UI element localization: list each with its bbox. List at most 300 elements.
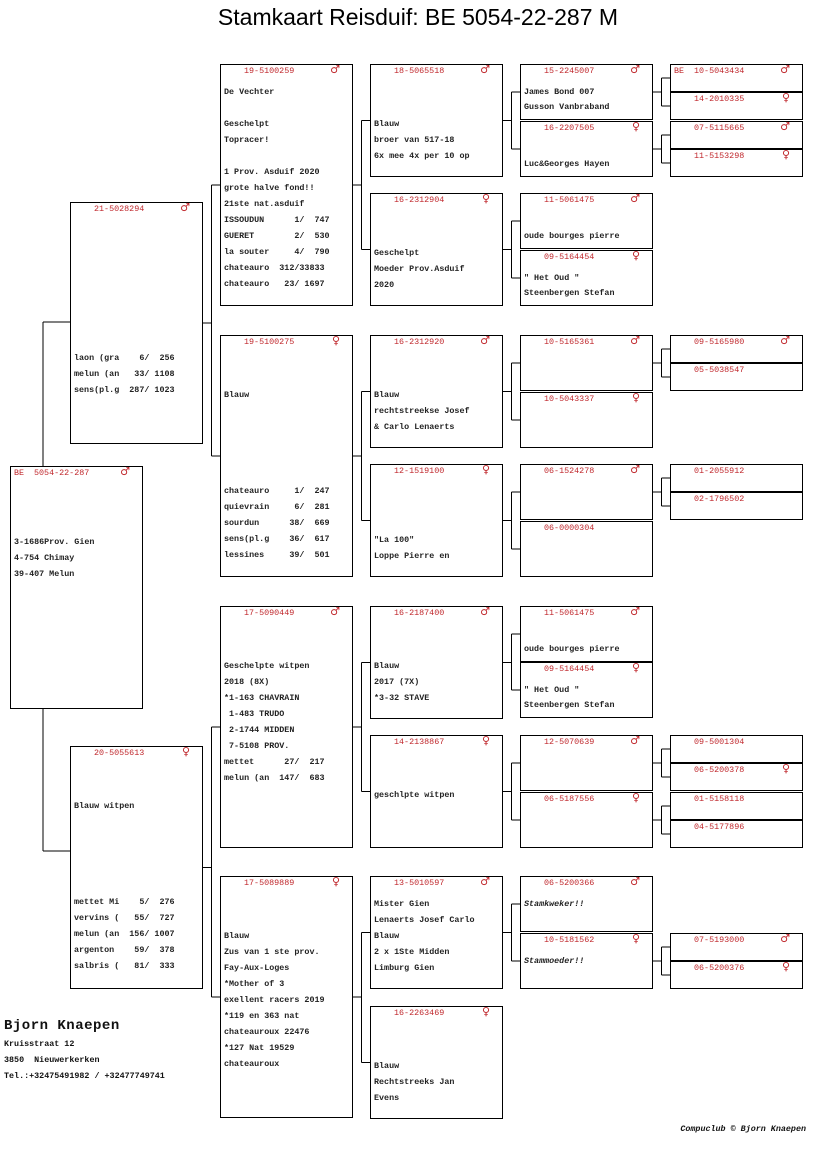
- note-line: 2020: [374, 280, 395, 290]
- female-icon: ♀: [781, 148, 790, 161]
- pigeon-card[interactable]: [520, 606, 653, 662]
- note-line: Zus van 1 ste prov.: [224, 947, 320, 957]
- pigeon-card[interactable]: [520, 792, 653, 848]
- pigeon-card[interactable]: [370, 193, 503, 306]
- note-line: [224, 405, 350, 421]
- female-icon: ♀: [631, 791, 640, 804]
- note-line: salbris ( 81/ 333: [74, 961, 175, 971]
- ring-number: 20-5055613: [94, 748, 145, 758]
- owner-city: 3850 Nieuwerkerken: [4, 1055, 100, 1065]
- card-header: [671, 148, 802, 163]
- card-header: [671, 334, 802, 349]
- note-line: grote halve fond!!: [224, 183, 315, 193]
- note-line: [74, 832, 200, 848]
- pigeon-card[interactable]: [370, 606, 503, 719]
- note-line: oude bourges pierre: [524, 644, 620, 654]
- card-header: [521, 120, 652, 135]
- note-line: Geschelpt: [224, 119, 270, 129]
- note-line: Gusson Vanbraband: [524, 102, 610, 112]
- note-line: chateauroux: [224, 1059, 280, 1069]
- ring-number: 12-5070639: [544, 737, 595, 747]
- note-line: [374, 644, 500, 660]
- pigeon-card[interactable]: [670, 64, 803, 92]
- note-line: Topracer!: [224, 135, 270, 145]
- female-icon: ♀: [781, 762, 790, 775]
- ring-number: 01-5158118: [694, 794, 745, 804]
- note-line: [224, 898, 350, 914]
- ring-number: 19-5100259: [244, 66, 295, 76]
- note-line: chateauroux 22476: [224, 1027, 310, 1037]
- note-line: [374, 628, 500, 644]
- ring-number: 14-2138867: [394, 737, 445, 747]
- card-notes: [524, 215, 650, 245]
- pigeon-card[interactable]: [70, 202, 203, 444]
- note-line: *127 Nat 19529: [224, 1043, 295, 1053]
- card-header: [11, 465, 142, 480]
- note-line: Fay-Aux-Loges: [224, 963, 290, 973]
- note-line: Rechtstreeks Jan: [374, 1077, 455, 1087]
- note-line: Blauw: [374, 119, 400, 129]
- note-line: [224, 453, 350, 469]
- ring-number: 19-5100275: [244, 337, 295, 347]
- male-icon: ♂: [480, 63, 490, 76]
- ring-number: 05-5038547: [694, 365, 745, 375]
- note-line: *1-163 CHAVRAIN: [224, 693, 300, 703]
- ring-number: 10-5043434: [694, 66, 745, 76]
- note-line: "La 100": [374, 535, 415, 545]
- male-icon: ♂: [630, 192, 640, 205]
- note-line: [374, 86, 500, 102]
- note-line: [74, 304, 200, 320]
- note-line: argenton 59/ 378: [74, 945, 175, 955]
- card-notes: [224, 898, 350, 1074]
- card-notes: [524, 684, 650, 714]
- card-notes: [524, 143, 650, 173]
- female-icon: ♀: [781, 960, 790, 973]
- note-line: Blauw witpen: [74, 801, 135, 811]
- note-line: melun (an 147/ 683: [224, 773, 325, 783]
- note-line: Lenaerts Josef Carlo: [374, 915, 475, 925]
- note-line: [74, 224, 200, 240]
- note-line: Geschelpte witpen: [224, 661, 310, 671]
- note-line: 3-1686Prov. Gien: [14, 537, 95, 547]
- pigeon-card[interactable]: [520, 876, 653, 932]
- card-header: [521, 734, 652, 749]
- note-line: *Mother of 3: [224, 979, 285, 989]
- pigeon-card[interactable]: [670, 933, 803, 961]
- card-header: [521, 661, 652, 676]
- card-header: [671, 466, 802, 478]
- note-line: [74, 848, 200, 864]
- note-line: geschlpte witpen: [374, 790, 455, 800]
- note-line: [14, 504, 140, 520]
- card-header: [671, 737, 802, 749]
- pigeon-card[interactable]: [670, 363, 803, 391]
- male-icon: ♂: [480, 605, 490, 618]
- note-line: [74, 288, 200, 304]
- card-header: [671, 932, 802, 947]
- card-header: [521, 791, 652, 806]
- ring-number: 15-2245007: [544, 66, 595, 76]
- pigeon-card[interactable]: [520, 250, 653, 306]
- note-line: melun (an 156/ 1007: [74, 929, 175, 939]
- note-line: Blauw: [374, 1061, 400, 1071]
- note-line: [374, 486, 500, 502]
- card-notes: [374, 1028, 500, 1108]
- ring-number: 10-5043337: [544, 394, 595, 404]
- pigeon-card[interactable]: [670, 820, 803, 848]
- ring-number: 06-5200376: [694, 963, 745, 973]
- ring-number: 11-5061475: [544, 195, 595, 205]
- note-line: [74, 336, 200, 352]
- ring-number: 09-5164454: [544, 664, 595, 674]
- pigeon-card[interactable]: [370, 64, 503, 177]
- male-icon: ♂: [120, 465, 130, 478]
- note-line: [524, 628, 650, 643]
- note-line: " Het Oud ": [524, 273, 580, 283]
- note-line: Steenbergen Stefan: [524, 288, 615, 298]
- pigeon-card[interactable]: [670, 92, 803, 120]
- female-icon: ♀: [631, 120, 640, 133]
- pigeon-card[interactable]: [670, 121, 803, 149]
- ring-number: 16-2312904: [394, 195, 445, 205]
- pigeon-card[interactable]: [370, 335, 503, 448]
- female-icon: ♀: [481, 1005, 490, 1018]
- card-header: [671, 822, 802, 834]
- note-line: rechtstreekse Josef: [374, 406, 470, 416]
- country-prefix: BE: [14, 468, 25, 478]
- male-icon: ♂: [330, 63, 340, 76]
- card-notes: [374, 86, 500, 166]
- note-line: chateauro 312/33833: [224, 263, 325, 273]
- card-header: [671, 960, 802, 975]
- card-notes: [224, 86, 350, 294]
- card-header: [671, 91, 802, 106]
- male-icon: ♂: [630, 63, 640, 76]
- card-header: [371, 734, 502, 749]
- pigeon-card[interactable]: [520, 735, 653, 791]
- card-header: [521, 391, 652, 406]
- note-line: sourdun 38/ 669: [224, 518, 330, 528]
- card-header: [221, 334, 352, 349]
- ring-number: 06-1524278: [544, 466, 595, 476]
- note-line: [74, 816, 200, 832]
- male-icon: ♂: [630, 463, 640, 476]
- card-header: [371, 1005, 502, 1020]
- male-icon: ♂: [780, 932, 790, 945]
- card-notes: [374, 215, 500, 295]
- note-line: [224, 437, 350, 453]
- ring-number: 07-5115665: [694, 123, 745, 133]
- card-notes: [524, 272, 650, 302]
- note-line: Mister Gien: [374, 899, 430, 909]
- male-icon: ♂: [480, 875, 490, 888]
- pigeon-card[interactable]: [520, 662, 653, 718]
- female-icon: ♀: [631, 661, 640, 674]
- card-header: [371, 875, 502, 890]
- note-line: Blauw: [224, 390, 250, 400]
- owner-info: [4, 1018, 165, 1087]
- male-icon: ♂: [630, 734, 640, 747]
- note-line: James Bond 007: [524, 87, 595, 97]
- card-notes: [14, 488, 140, 584]
- male-icon: ♂: [780, 120, 790, 133]
- female-icon: ♀: [481, 463, 490, 476]
- note-line: Evens: [374, 1093, 400, 1103]
- card-notes: [374, 486, 500, 566]
- note-line: mettet Mi 5/ 276: [74, 897, 175, 907]
- ring-number: 11-5153298: [694, 151, 745, 161]
- pigeon-card[interactable]: [520, 121, 653, 177]
- note-line: quievrain 6/ 281: [224, 502, 330, 512]
- note-line: [224, 628, 350, 644]
- owner-phone: Tel.:+32475491982 / +32477749741: [4, 1071, 165, 1081]
- card-notes: [224, 357, 350, 565]
- note-line: [374, 373, 500, 389]
- male-icon: ♂: [480, 334, 490, 347]
- male-icon: ♂: [780, 334, 790, 347]
- note-line: broer van 517-18: [374, 135, 455, 145]
- note-line: 39-407 Melun: [14, 569, 75, 579]
- card-notes: [374, 898, 500, 978]
- note-line: ISSOUDUN 1/ 747: [224, 215, 330, 225]
- note-line: vervins ( 55/ 727: [74, 913, 175, 923]
- note-line: [374, 357, 500, 373]
- pigeon-card[interactable]: [220, 335, 353, 577]
- card-notes: [374, 757, 500, 805]
- card-header: [671, 365, 802, 377]
- card-header: [521, 192, 652, 207]
- pigeon-card[interactable]: [670, 335, 803, 363]
- note-line: De Vechter: [224, 87, 275, 97]
- card-header: [521, 463, 652, 478]
- pigeon-card[interactable]: [370, 876, 503, 989]
- note-line: 4-754 Chimay: [14, 553, 75, 563]
- note-line: Stammoeder!!: [524, 956, 585, 966]
- card-header: [71, 745, 202, 760]
- note-line: oude bourges pierre: [524, 231, 620, 241]
- card-header: [371, 463, 502, 478]
- pigeon-card[interactable]: [220, 64, 353, 306]
- ring-number: 21-5028294: [94, 204, 145, 214]
- note-line: 1 Prov. Asduif 2020: [224, 167, 320, 177]
- note-line: [224, 644, 350, 660]
- note-line: [74, 320, 200, 336]
- card-header: [371, 63, 502, 78]
- pigeon-card[interactable]: [520, 193, 653, 249]
- note-line: [224, 357, 350, 373]
- male-icon: ♂: [330, 605, 340, 618]
- owner-name: Bjorn Knaepen: [4, 1018, 120, 1034]
- card-notes: [524, 955, 650, 970]
- card-header: [521, 605, 652, 620]
- card-header: [671, 794, 802, 806]
- pigeon-card[interactable]: [520, 392, 653, 448]
- ring-number: 18-5065518: [394, 66, 445, 76]
- pigeon-card[interactable]: [520, 335, 653, 391]
- note-line: 21ste nat.asduif: [224, 199, 305, 209]
- card-header: [671, 494, 802, 506]
- pigeon-card[interactable]: [370, 1006, 503, 1119]
- ring-number: 06-0000304: [544, 523, 595, 533]
- note-line: chateauro 1/ 247: [224, 486, 330, 496]
- ring-number: 10-5181562: [544, 935, 595, 945]
- ring-number: 09-5164454: [544, 252, 595, 262]
- pigeon-card[interactable]: [370, 735, 503, 848]
- card-header: [371, 334, 502, 349]
- note-line: [224, 421, 350, 437]
- note-line: Luc&Georges Hayen: [524, 159, 610, 169]
- female-icon: ♀: [481, 734, 490, 747]
- note-line: exellent racers 2019: [224, 995, 325, 1005]
- note-line: 6x mee 4x per 10 op: [374, 151, 470, 161]
- pigeon-card[interactable]: [70, 746, 203, 989]
- card-notes: [524, 628, 650, 658]
- ring-number: 5054-22-287: [34, 468, 90, 478]
- note-line: [374, 1028, 500, 1044]
- pigeon-card[interactable]: [220, 876, 353, 1118]
- note-line: [224, 150, 350, 166]
- pigeon-card[interactable]: [520, 64, 653, 120]
- pigeon-card[interactable]: [670, 961, 803, 989]
- pigeon-card[interactable]: [670, 149, 803, 177]
- pigeon-card[interactable]: [520, 521, 653, 577]
- ring-number: 06-5200378: [694, 765, 745, 775]
- note-line: [524, 143, 650, 158]
- note-line: lessines 39/ 501: [224, 550, 330, 560]
- pigeon-card[interactable]: [220, 606, 353, 848]
- male-icon: ♂: [780, 63, 790, 76]
- pigeon-card[interactable]: [670, 464, 803, 492]
- note-line: GUERET 2/ 530: [224, 231, 330, 241]
- note-line: Steenbergen Stefan: [524, 700, 615, 710]
- card-header: [671, 120, 802, 135]
- card-notes: [74, 224, 200, 400]
- female-icon: ♀: [631, 249, 640, 262]
- ring-number: 11-5061475: [544, 608, 595, 618]
- note-line: Limburg Gien: [374, 963, 435, 973]
- note-line: [374, 1044, 500, 1060]
- note-line: [374, 231, 500, 247]
- card-header: [521, 932, 652, 947]
- card-header: [671, 63, 802, 78]
- note-line: melun (an 33/ 1108: [74, 369, 175, 379]
- note-line: [74, 864, 200, 880]
- note-line: [374, 215, 500, 231]
- note-line: [524, 215, 650, 230]
- page-title: Stamkaart Reisduif: BE 5054-22-287 M: [217, 4, 619, 30]
- card-notes: [224, 628, 350, 788]
- pigeon-card[interactable]: [670, 792, 803, 820]
- card-header: [521, 334, 652, 349]
- note-line: 1-483 TRUDO: [224, 709, 285, 719]
- card-notes: [524, 898, 650, 913]
- note-line: 2-1744 MIDDEN: [224, 725, 295, 735]
- note-line: [224, 469, 350, 485]
- ring-number: 02-1796502: [694, 494, 745, 504]
- note-line: sens(pl.g 287/ 1023: [74, 385, 175, 395]
- ring-number: 07-5193000: [694, 935, 745, 945]
- card-header: [521, 63, 652, 78]
- card-header: [371, 605, 502, 620]
- ring-number: 16-2263469: [394, 1008, 445, 1018]
- pigeon-card[interactable]: [370, 464, 503, 577]
- male-icon: ♂: [630, 605, 640, 618]
- female-icon: ♀: [631, 391, 640, 404]
- female-icon: ♀: [481, 192, 490, 205]
- pigeon-card[interactable]: [670, 492, 803, 520]
- pigeon-card[interactable]: [520, 933, 653, 989]
- note-line: Stamkweker!!: [524, 899, 585, 909]
- ring-number: 16-2312920: [394, 337, 445, 347]
- note-line: *3-32 STAVE: [374, 693, 430, 703]
- note-line: Blauw: [224, 931, 250, 941]
- note-line: 7-5108 PROV.: [224, 741, 290, 751]
- card-header: [221, 605, 352, 620]
- ring-number: 10-5165361: [544, 337, 595, 347]
- card-notes: [374, 357, 500, 437]
- male-icon: ♂: [630, 875, 640, 888]
- note-line: Blauw: [374, 661, 400, 671]
- note-line: " Het Oud ": [524, 685, 580, 695]
- note-line: [14, 488, 140, 504]
- note-line: *119 en 363 nat: [224, 1011, 300, 1021]
- note-line: Blauw: [374, 390, 400, 400]
- note-line: [74, 768, 200, 784]
- note-line: [224, 373, 350, 389]
- note-line: [374, 502, 500, 518]
- note-line: & Carlo Lenaerts: [374, 422, 455, 432]
- pigeon-card[interactable]: [520, 464, 653, 520]
- female-icon: ♀: [331, 875, 340, 888]
- ring-number: 13-5010597: [394, 878, 445, 888]
- ring-number: 17-5089889: [244, 878, 295, 888]
- ring-number: 16-2207505: [544, 123, 595, 133]
- card-header: [371, 192, 502, 207]
- note-line: 2018 (8X): [224, 677, 270, 687]
- card-header: [521, 523, 652, 535]
- note-line: [74, 272, 200, 288]
- card-notes: [374, 628, 500, 708]
- male-icon: ♂: [630, 334, 640, 347]
- country-prefix: BE: [674, 66, 685, 76]
- ring-number: 16-2187400: [394, 608, 445, 618]
- pigeon-card[interactable]: [670, 763, 803, 791]
- ring-number: 01-2055912: [694, 466, 745, 476]
- note-line: [374, 773, 500, 789]
- pigeon-card[interactable]: [670, 735, 803, 763]
- card-header: [221, 875, 352, 890]
- female-icon: ♀: [781, 91, 790, 104]
- ring-number: 06-5187556: [544, 794, 595, 804]
- owner-street: Kruisstraat 12: [4, 1039, 75, 1049]
- card-notes: [524, 86, 650, 116]
- note-line: [74, 256, 200, 272]
- ring-number: 12-1519100: [394, 466, 445, 476]
- note-line: [74, 784, 200, 800]
- software-credit: Compuclub © Bjorn Knaepen: [680, 1124, 806, 1134]
- note-line: mettet 27/ 217: [224, 757, 325, 767]
- female-icon: ♀: [631, 932, 640, 945]
- note-line: [224, 102, 350, 118]
- note-line: [374, 518, 500, 534]
- note-line: sens(pl.g 36/ 617: [224, 534, 330, 544]
- female-icon: ♀: [331, 334, 340, 347]
- note-line: chateauro 23/ 1697: [224, 279, 325, 289]
- card-header: [221, 63, 352, 78]
- ring-number: 17-5090449: [244, 608, 295, 618]
- pigeon-card[interactable]: [10, 466, 143, 709]
